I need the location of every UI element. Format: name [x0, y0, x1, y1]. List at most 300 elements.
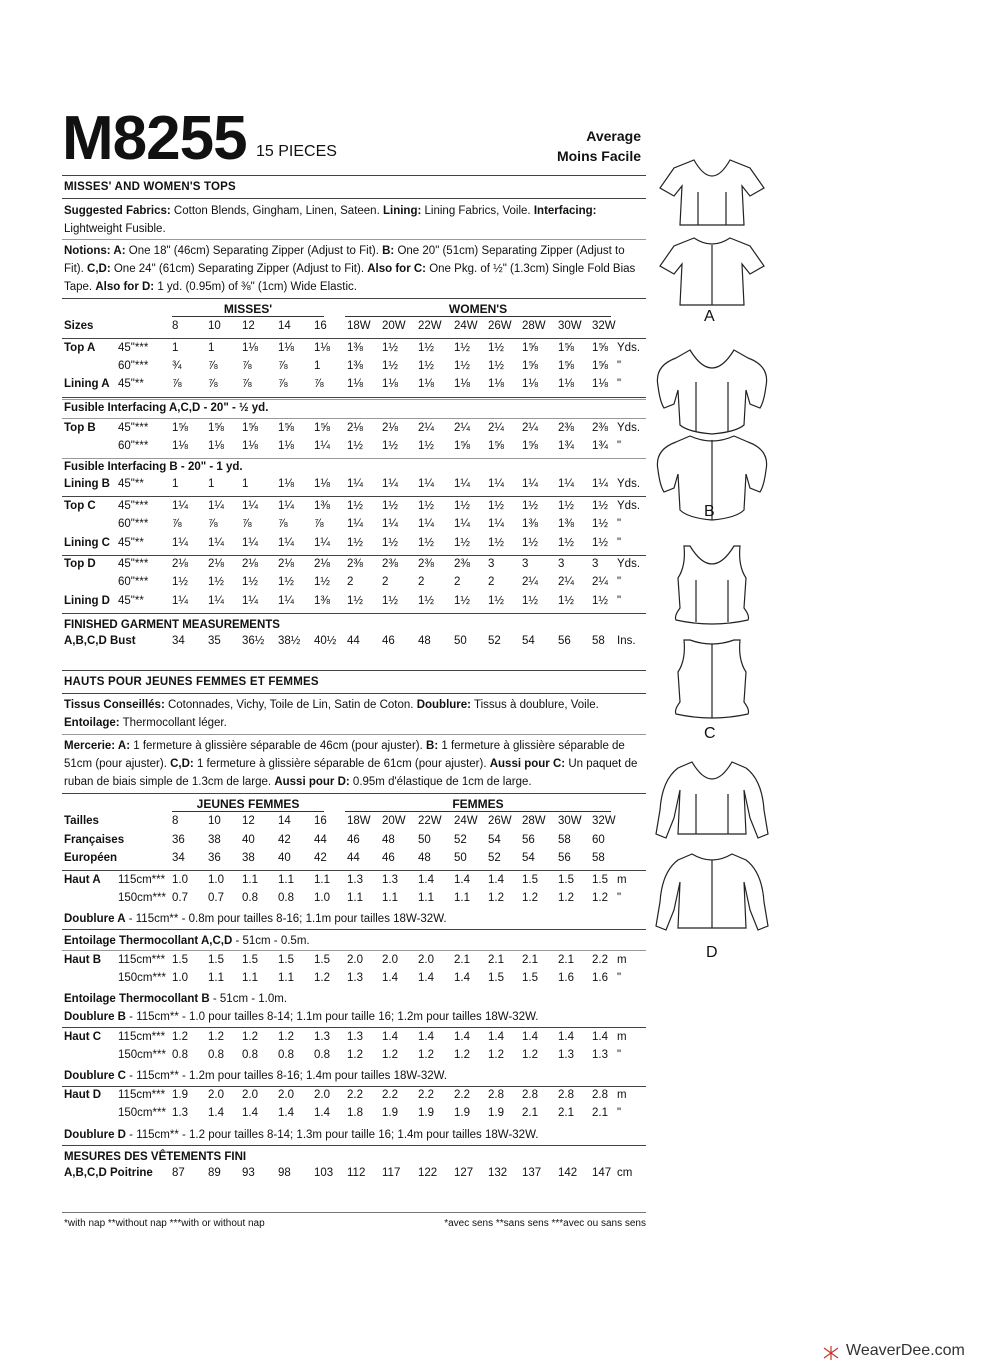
cell-value: 2.2 [454, 1089, 470, 1101]
cell-value: 2.1 [522, 954, 538, 966]
cell-value: 1½ [592, 595, 608, 607]
cell-value: 1¼ [172, 537, 188, 549]
mercerie-d: 0.95m d'élastique de 1cm de large. [352, 776, 532, 788]
cell-value: 10 [208, 815, 221, 827]
cell-value: 2⅛ [278, 558, 294, 570]
cell-value: 48 [418, 852, 431, 864]
cell-value: 0.8 [208, 1049, 224, 1061]
eu-sizes-row [64, 852, 644, 868]
fabric-width: 115cm*** [118, 954, 166, 966]
cell-value: ¾ [172, 360, 182, 372]
cell-value: 2.1 [522, 1107, 538, 1119]
cell-value: 1.4 [454, 1031, 470, 1043]
divider [62, 613, 646, 614]
mercerie-c-label: Aussi pour C: [489, 758, 566, 770]
cell-value: 1.3 [347, 1031, 363, 1043]
note-line [64, 399, 644, 417]
cell-value: 18W [347, 815, 371, 827]
cell-value: 2⅛ [242, 558, 258, 570]
notions-d-label: Also for D: [95, 281, 155, 293]
cell-value: 1.4 [242, 1107, 258, 1119]
unit: " [617, 576, 622, 588]
unit: Ins. [617, 635, 636, 647]
cell-value: 44 [347, 635, 360, 647]
unit: cm [617, 1167, 633, 1179]
mercerie-b-label: B: [426, 740, 439, 752]
cell-value: 42 [314, 852, 327, 864]
note-text: - 115cm** - 1.0 pour tailles 8-14; 1.1m pour taille 16; 1.2m pour tailles 18W-32W. [125, 1011, 539, 1023]
cell-value: 1¼ [242, 537, 258, 549]
cell-value: 1¼ [454, 518, 470, 530]
entoilage-text: Thermocollant léger. [122, 717, 227, 729]
yardage-row [64, 537, 644, 553]
poitrine-row [64, 1167, 644, 1183]
cell-value: 54 [488, 834, 501, 846]
cell-value: 52 [488, 852, 501, 864]
row-label: Haut B [64, 954, 102, 966]
cell-value: 1½ [418, 537, 434, 549]
group-misses: MISSES' [172, 302, 324, 316]
cell-value: 1 [172, 478, 179, 490]
cell-value: 2⅜ [592, 422, 608, 434]
cell-value: 3 [522, 558, 529, 570]
cell-value: 1¼ [347, 478, 363, 490]
metrage-row [64, 972, 644, 988]
cell-value: 1⅜ [558, 518, 574, 530]
french-title: HAUTS POUR JEUNES FEMMES ET FEMMES [64, 676, 319, 688]
cell-value: 3 [558, 558, 565, 570]
cell-value: 1.4 [454, 874, 470, 886]
note-line [64, 458, 644, 476]
cell-value: 1½ [454, 500, 470, 512]
cell-value: 40 [242, 834, 255, 846]
view-label-c: C [704, 725, 716, 742]
cell-value: 0.7 [208, 892, 224, 904]
cell-value: 2⅜ [558, 422, 574, 434]
cell-value: 1½ [314, 576, 330, 588]
cell-value: 1⅛ [172, 440, 188, 452]
divider [62, 1027, 646, 1028]
fabric-width: 60"*** [118, 360, 149, 372]
metrage-row [64, 1031, 644, 1047]
cell-value: 1¼ [242, 500, 258, 512]
lining-label: Lining: [382, 205, 422, 217]
cell-value: 46 [382, 852, 395, 864]
cell-value: ⅞ [314, 378, 324, 390]
cell-value: 0.8 [314, 1049, 330, 1061]
cell-value: 1.0 [314, 892, 330, 904]
divider [62, 175, 646, 176]
cell-value: 1.3 [558, 1049, 574, 1061]
row-label: Top C [64, 500, 96, 512]
cell-value: 58 [592, 635, 605, 647]
cell-value: 20W [382, 815, 406, 827]
divider [62, 496, 646, 497]
cell-value: 1.5 [522, 972, 538, 984]
cell-value: 1¼ [592, 478, 608, 490]
cell-value: 1 [172, 342, 179, 354]
cell-value: 2.2 [592, 954, 608, 966]
cell-value: 1.2 [314, 972, 330, 984]
cell-value: 1.3 [382, 874, 398, 886]
sizes-row [64, 320, 644, 336]
cell-value: 46 [347, 834, 360, 846]
cell-value: 1⅛ [558, 378, 574, 390]
divider [62, 298, 646, 299]
unit: Yds. [617, 478, 641, 490]
cell-value: 1.2 [347, 1049, 363, 1061]
fabric-width: 150cm*** [118, 972, 166, 984]
cell-value: 2¼ [522, 422, 538, 434]
cell-value: 93 [242, 1167, 255, 1179]
fabric-width: 45"** [118, 537, 144, 549]
row-label: Françaises [64, 834, 125, 846]
watermark: WeaverDee.com [846, 1342, 965, 1359]
cell-value: 1½ [488, 537, 504, 549]
yardage-row [64, 378, 644, 394]
cell-value: 1⅜ [347, 360, 363, 372]
cell-value: 24W [454, 815, 478, 827]
cell-value: 127 [454, 1167, 474, 1179]
cell-value: 0.8 [242, 892, 258, 904]
cell-value: 32W [592, 815, 616, 827]
notions-b-label: B: [382, 245, 395, 257]
cell-value: 2¼ [558, 576, 574, 588]
fabric-width: 45"** [118, 478, 144, 490]
cell-value: 112 [347, 1167, 366, 1179]
cell-value: 30W [558, 320, 582, 332]
row-label: A,B,C,D Bust [64, 635, 136, 647]
row-label: Top A [64, 342, 96, 354]
metrage-row [64, 1049, 644, 1065]
cell-value: 34 [172, 852, 185, 864]
cell-value: 1⅝ [592, 342, 608, 354]
cell-value: 1⅜ [314, 595, 330, 607]
cell-value: 50 [454, 852, 467, 864]
cell-value: 98 [278, 1167, 291, 1179]
fabric-width: 115cm*** [118, 1089, 166, 1101]
mercerie-c: Un paquet de ruban de biais simple de 1.3cm de large. [64, 758, 638, 788]
cell-value: 1½ [454, 342, 470, 354]
cell-value: 2 [418, 576, 425, 588]
cell-value: 16 [314, 815, 327, 827]
cell-value: ⅞ [242, 378, 252, 390]
mercerie-a-label: Mercerie: A: [64, 740, 131, 752]
cell-value: ⅞ [208, 378, 218, 390]
spool-icon [822, 1344, 840, 1362]
cell-value: 1⅜ [314, 500, 330, 512]
cell-value: ⅞ [208, 360, 218, 372]
yardage-row [64, 595, 644, 611]
unit: m [617, 874, 627, 886]
cell-value: 1.3 [592, 1049, 608, 1061]
cell-value: 103 [314, 1167, 334, 1179]
cell-value: 36 [208, 852, 221, 864]
cell-value: 2¼ [454, 422, 470, 434]
yardage-row [64, 518, 644, 534]
group-women: WOMEN'S [345, 302, 611, 316]
cell-value: 1.9 [454, 1107, 470, 1119]
cell-value: 1⅝ [522, 360, 538, 372]
cell-value: 1½ [592, 537, 608, 549]
group-femmes: FEMMES [345, 797, 611, 811]
cell-value: 44 [314, 834, 327, 846]
cell-value: 1⅛ [278, 440, 294, 452]
unit: Yds. [617, 422, 641, 434]
cell-value: 1.1 [454, 892, 470, 904]
unit: " [617, 360, 622, 372]
cell-value: 22W [418, 815, 442, 827]
divider [62, 950, 646, 951]
fabrics-text: Cotton Blends, Gingham, Linen, Sateen. [173, 205, 380, 217]
cell-value: 1.3 [314, 1031, 330, 1043]
cell-value: 2.0 [242, 1089, 258, 1101]
notions-d: 1 yd. (0.95m) of ⅜" (1cm) Wide Elastic. [157, 281, 357, 293]
cell-value: 1½ [592, 518, 608, 530]
cell-value: 1 [208, 478, 215, 490]
cell-value: 1.0 [208, 874, 224, 886]
doublure-label: Doublure: [416, 699, 471, 711]
cell-value: 1.2 [382, 1049, 398, 1061]
cell-value: 1¼ [454, 478, 470, 490]
cell-value: 1.1 [382, 892, 398, 904]
cell-value: 8 [172, 815, 179, 827]
cell-value: 1 [242, 478, 249, 490]
fabric-width: 115cm*** [118, 1031, 166, 1043]
cell-value: 117 [382, 1167, 401, 1179]
cell-value: 1.2 [488, 1049, 504, 1061]
french-fabrics [64, 696, 644, 732]
yardage-row [64, 576, 644, 592]
divider [62, 793, 646, 794]
row-label: Tailles [64, 815, 99, 827]
english-title: MISSES' AND WOMEN'S TOPS [64, 181, 236, 193]
cell-value: 1½ [208, 576, 224, 588]
cell-value: 1⅜ [522, 518, 538, 530]
unit: " [617, 892, 622, 904]
cell-value: 1½ [242, 576, 258, 588]
cell-value: 1¼ [382, 518, 398, 530]
cell-value: 26W [488, 320, 512, 332]
cell-value: 1.2 [208, 1031, 224, 1043]
cell-value: 24W [454, 320, 478, 332]
yardage-row [64, 342, 644, 358]
cell-value: 1⅛ [314, 478, 330, 490]
cell-value: 0.7 [172, 892, 188, 904]
cell-value: 1½ [418, 440, 434, 452]
cell-value: 2.8 [558, 1089, 574, 1101]
cell-value: 1¾ [558, 440, 574, 452]
row-label: A,B,C,D Poitrine [64, 1167, 153, 1179]
row-label: Européen [64, 852, 118, 864]
view-b-front-drawing [657, 350, 766, 434]
cell-value: 1¼ [208, 500, 224, 512]
cell-value: 2¼ [488, 422, 504, 434]
footnote-fr: *avec sens **sans sens ***avec ou sans sens [444, 1218, 646, 1229]
note-text: - 115cm** - 1.2 pour tailles 8-14; 1.3m pour taille 16; 1.4m pour tailles 18W-32W. [125, 1129, 539, 1141]
fabric-width: 45"*** [118, 558, 149, 570]
cell-value: 1.5 [278, 954, 294, 966]
cell-value: 48 [382, 834, 395, 846]
cell-value: ⅞ [242, 360, 252, 372]
cell-value: ⅞ [278, 378, 288, 390]
cell-value: 1.4 [278, 1107, 294, 1119]
note-text: - 115cm** - 1.2m pour tailles 8-16; 1.4m pour tailles 18W-32W. [125, 1070, 448, 1082]
cell-value: 1.4 [488, 1031, 504, 1043]
cell-value: 10 [208, 320, 221, 332]
cell-value: 2 [488, 576, 495, 588]
cell-value: 1.9 [382, 1107, 398, 1119]
view-label-b: B [704, 503, 715, 520]
unit: m [617, 1089, 627, 1101]
cell-value: 2.1 [558, 954, 574, 966]
fabric-width: 60"*** [118, 576, 149, 588]
cell-value: 1¼ [522, 478, 538, 490]
cell-value: 1½ [347, 537, 363, 549]
fabric-width: 150cm*** [118, 1049, 166, 1061]
cell-value: 1.5 [242, 954, 258, 966]
cell-value: 32W [592, 320, 616, 332]
cell-value: 1.9 [418, 1107, 434, 1119]
cell-value: 2.2 [418, 1089, 434, 1101]
cell-value: 1½ [382, 537, 398, 549]
doublure-text: Tissus à doublure, Voile. [474, 699, 599, 711]
cell-value: 1⅛ [278, 478, 294, 490]
cell-value: 2.0 [278, 1089, 294, 1101]
cell-value: 1⅛ [382, 378, 398, 390]
fabric-width: 115cm*** [118, 874, 166, 886]
english-fabrics [64, 202, 644, 238]
row-label: Haut D [64, 1089, 102, 1101]
cell-value: 1¼ [314, 537, 330, 549]
cell-value: 1¼ [278, 537, 294, 549]
group-jeunes-femmes: JEUNES FEMMES [172, 797, 324, 811]
cell-value: 1.4 [418, 972, 434, 984]
cell-value: 1⅛ [592, 378, 608, 390]
cell-value: 2⅜ [418, 558, 434, 570]
cell-value: 1½ [592, 500, 608, 512]
row-label: Lining D [64, 595, 110, 607]
cell-value: 1 [314, 360, 321, 372]
row-label: Top D [64, 558, 96, 570]
notions-a: One 18" (46cm) Separating Zipper (Adjust to Fit). [128, 245, 379, 257]
cell-value: 2⅛ [314, 558, 330, 570]
yardage-row [64, 422, 644, 438]
cell-value: 1½ [347, 440, 363, 452]
cell-value: 1.8 [347, 1107, 363, 1119]
cell-value: 1.5 [522, 874, 538, 886]
cell-value: 1.5 [172, 954, 188, 966]
cell-value: 1½ [454, 595, 470, 607]
unit: " [617, 518, 622, 530]
cell-value: 1 [208, 342, 215, 354]
cell-value: 1⅝ [558, 360, 574, 372]
interfacing-text: Lightweight Fusible. [64, 223, 166, 235]
english-notions [64, 242, 644, 296]
fr-sizes-row [64, 834, 644, 850]
cell-value: ⅞ [314, 518, 324, 530]
notions-b: One 20" (51cm) Separating Zipper (Adjust to Fit). [64, 245, 625, 275]
cell-value: 1.3 [347, 874, 363, 886]
cell-value: 1.2 [242, 1031, 258, 1043]
cell-value: 1.4 [558, 1031, 574, 1043]
note-line [64, 932, 644, 950]
cell-value: 1.3 [172, 1107, 188, 1119]
cell-value: 1¼ [208, 537, 224, 549]
view-a-front-drawing [660, 160, 764, 225]
cell-value: 1.4 [382, 972, 398, 984]
cell-value: 26W [488, 815, 512, 827]
cell-value: 1½ [172, 576, 188, 588]
cell-value: 2.0 [347, 954, 363, 966]
bust-row [64, 635, 644, 651]
divider [62, 418, 646, 419]
cell-value: 1⅛ [454, 378, 470, 390]
cell-value: 1½ [454, 360, 470, 372]
cell-value: 2.2 [382, 1089, 398, 1101]
difficulty-fr: Moins Facile [556, 148, 641, 164]
cell-value: 1⅝ [454, 440, 470, 452]
cell-value: 1.2 [522, 1049, 538, 1061]
cell-value: 52 [454, 834, 467, 846]
cell-value: 34 [172, 635, 185, 647]
cell-value: 1⅝ [242, 422, 258, 434]
cell-value: 1½ [382, 500, 398, 512]
cell-value: 1⅝ [592, 360, 608, 372]
mercerie-d-label: Aussi pour D: [274, 776, 350, 788]
row-label: Lining A [64, 378, 110, 390]
cell-value: 36½ [242, 635, 265, 647]
cell-value: 1.4 [418, 874, 434, 886]
cell-value: 1½ [382, 440, 398, 452]
cell-value: 132 [488, 1167, 508, 1179]
cell-value: 1.2 [522, 892, 538, 904]
row-label: Haut C [64, 1031, 102, 1043]
cell-value: ⅞ [172, 518, 182, 530]
cell-value: 1.2 [172, 1031, 188, 1043]
row-label: Lining C [64, 537, 110, 549]
cell-value: 1⅝ [488, 440, 504, 452]
cell-value: 1.4 [382, 1031, 398, 1043]
cell-value: 1¼ [418, 478, 434, 490]
note-line [64, 910, 644, 928]
cell-value: 54 [522, 635, 535, 647]
cell-value: 1¼ [314, 440, 330, 452]
notions-c: One Pkg. of ½" (1.3cm) Single Fold Bias Tape. [64, 263, 636, 293]
yardage-row [64, 478, 644, 494]
metrage-row [64, 892, 644, 908]
view-c-back-drawing [676, 640, 749, 718]
cell-value: 1¼ [278, 595, 294, 607]
cell-value: 60 [592, 834, 605, 846]
cell-value: 87 [172, 1167, 185, 1179]
difficulty-en: Average [586, 128, 641, 144]
cell-value: 1½ [558, 500, 574, 512]
cell-value: 2 [454, 576, 461, 588]
cell-value: 1½ [558, 537, 574, 549]
cell-value: 1.5 [592, 874, 608, 886]
cell-value: 1½ [488, 595, 504, 607]
note-label: Doublure C [64, 1070, 126, 1082]
cell-value: 0.8 [278, 1049, 294, 1061]
metrage-row [64, 1089, 644, 1105]
cell-value: 2⅛ [382, 422, 398, 434]
french-notions [64, 737, 644, 791]
cell-value: 1½ [382, 342, 398, 354]
note-label: FINISHED GARMENT MEASUREMENTS [64, 619, 280, 631]
metrage-row [64, 1107, 644, 1123]
cell-value: 2.8 [592, 1089, 608, 1101]
